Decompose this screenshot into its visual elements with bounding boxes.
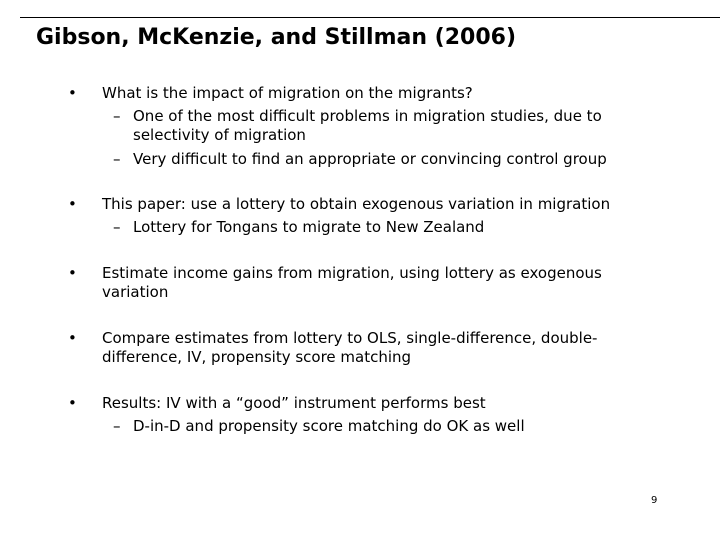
bullet-marker: • xyxy=(68,329,77,347)
bullet-text: Estimate income gains from migration, using lottery as exogenous variation xyxy=(102,264,602,301)
sub-bullet-dash: – xyxy=(113,150,121,168)
bullet-text: What is the impact of migration on the migrants? xyxy=(102,84,473,102)
bullet-marker: • xyxy=(68,264,77,282)
bullet-text: Results: IV with a “good” instrument performs best xyxy=(102,394,486,412)
sub-bullet-dash: – xyxy=(113,417,121,435)
bullet-marker: • xyxy=(68,84,77,102)
sub-bullet-text: Very difficult to find an appropriate or convincing control group xyxy=(133,150,607,168)
sub-bullet-dash: – xyxy=(113,218,121,236)
page-number: 9 xyxy=(651,495,658,506)
bullet-marker: • xyxy=(68,394,77,412)
bullet-marker: • xyxy=(68,195,77,213)
sub-bullet-dash: – xyxy=(113,107,121,125)
slide-title: Gibson, McKenzie, and Stillman (2006) xyxy=(36,25,517,50)
bullet-text: Compare estimates from lottery to OLS, single-difference, double-difference, IV, propensity score matching xyxy=(102,329,598,366)
sub-bullet-text: D-in-D and propensity score matching do OK as well xyxy=(133,417,525,435)
bullet-text: This paper: use a lottery to obtain exogenous variation in migration xyxy=(102,195,611,213)
sub-bullet-text: One of the most difficult problems in migration studies, due to selectivity of migration xyxy=(133,107,602,144)
sub-bullet-text: Lottery for Tongans to migrate to New Zealand xyxy=(133,218,485,236)
